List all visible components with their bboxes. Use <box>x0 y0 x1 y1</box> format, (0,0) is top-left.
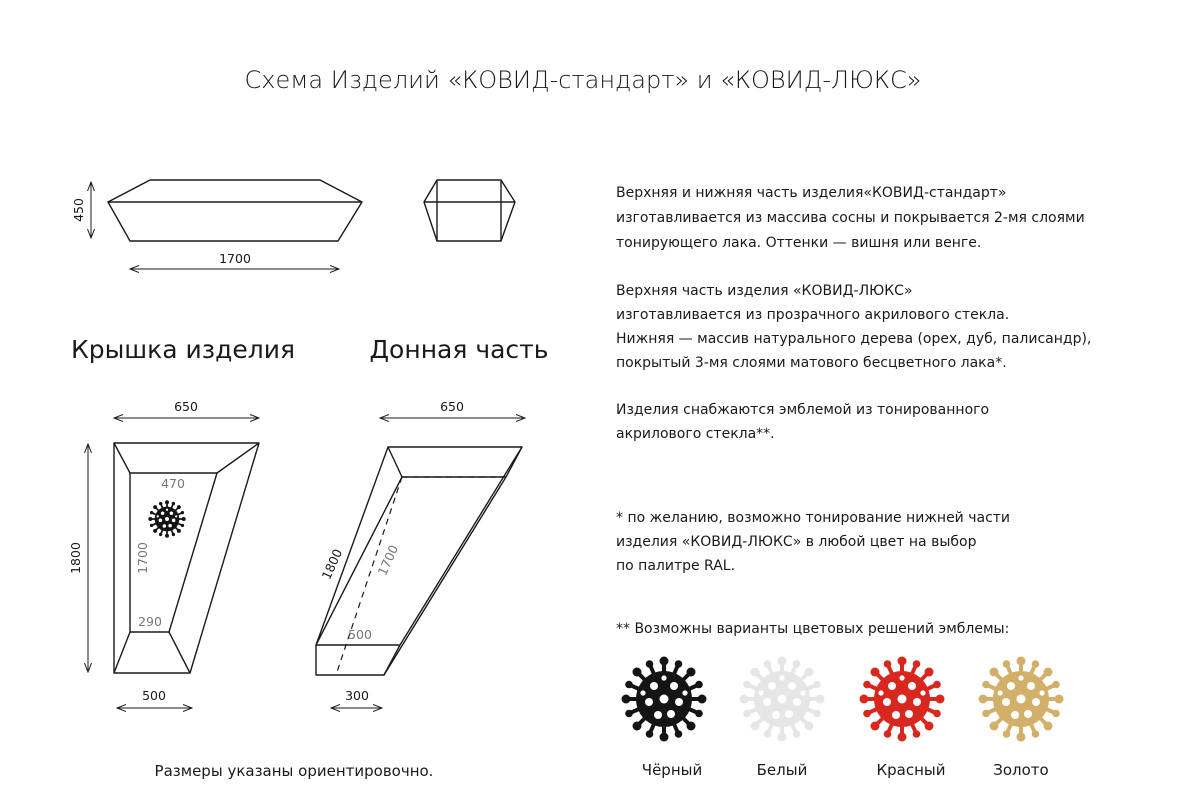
emblem-variants <box>622 657 1064 780</box>
description-line: Изделия снабжаются эмблемой из тонированного <box>616 402 990 418</box>
description-line: акрилового стекла**. <box>616 426 775 442</box>
description-line: Нижняя — массив натурального дерева (орех, дуб, палисандр), <box>616 331 1092 347</box>
bottom-edge-top <box>388 447 402 477</box>
emblem-variant <box>860 657 946 780</box>
description-line: Верхняя и нижняя часть изделия«КОВИД-стандарт» <box>616 185 1007 201</box>
length-dimension-label: 1700 <box>219 251 251 266</box>
lid-inner-height-label: 1700 <box>135 542 150 574</box>
end-view <box>424 180 515 241</box>
lid-emblem-icon <box>148 500 185 537</box>
footnote-line: по палитре RAL. <box>616 558 736 574</box>
emblem-label: Золото <box>993 761 1049 779</box>
virus-icon <box>622 657 707 742</box>
description-line: покрытый 3-мя слоями матового бесцветного лака*. <box>616 355 1007 371</box>
bottom-height-label: 1800 <box>318 546 346 582</box>
lid-bevel-br <box>169 632 190 673</box>
bottom-heading: Донная часть <box>369 335 549 364</box>
emblem-variant <box>622 657 707 780</box>
footnote-line: изделия «КОВИД-ЛЮКС» в любой цвет на выбор <box>616 534 977 550</box>
emblem-label: Белый <box>756 761 808 779</box>
description <box>616 185 1091 637</box>
footnote-line: * по желанию, возможно тонирование нижней части <box>616 510 1011 526</box>
virus-icon <box>979 657 1064 742</box>
bottom-edge-corner <box>384 645 400 675</box>
bottom-part-view <box>316 399 525 708</box>
lid-heading: Крышка изделия <box>70 335 296 364</box>
virus-icon <box>740 657 825 742</box>
lid-inner-top-label: 470 <box>161 476 185 491</box>
side-view <box>71 180 362 269</box>
description-line: тонирующего лака. Оттенки — вишня или венге. <box>616 235 982 251</box>
bottom-top-width-label: 650 <box>440 399 464 414</box>
bottom-width-label: 300 <box>345 688 369 703</box>
emblem-variants-note: ** Возможны варианты цветовых решений эмблемы: <box>616 621 1010 637</box>
lid-bottom-width-label: 500 <box>142 688 166 703</box>
lid-bevel-tr <box>217 443 259 473</box>
bottom-inner-width-label: 500 <box>348 627 372 642</box>
description-line: Верхняя часть изделия «КОВИД-ЛЮКС» <box>616 283 913 299</box>
description-line: изготавливается из прозрачного акрилового стекла. <box>616 307 1010 323</box>
emblem-variant <box>740 657 825 780</box>
emblem-label: Красный <box>876 761 946 779</box>
dimensions-disclaimer: Размеры указаны ориентировочно. <box>154 762 434 780</box>
description-line: изготавливается из массива сосны и покрывается 2-мя слоями <box>616 210 1085 226</box>
height-dimension-label: 450 <box>71 198 86 222</box>
side-view-outline <box>108 180 362 241</box>
lid-plan <box>68 399 259 708</box>
virus-icon <box>860 657 945 742</box>
emblem-label: Чёрный <box>641 761 703 779</box>
page-title: Схема Изделий «КОВИД-стандарт» и «КОВИД-ЛЮКС» <box>244 66 922 94</box>
lid-bevel-bl <box>114 632 130 673</box>
lid-inner-bottom-label: 290 <box>138 614 162 629</box>
lid-bevel-tl <box>114 443 130 473</box>
bottom-inner-height-label: 1700 <box>374 542 402 578</box>
emblem-variant <box>979 657 1064 780</box>
lid-height-label: 1800 <box>68 542 83 574</box>
lid-top-width-label: 650 <box>174 399 198 414</box>
